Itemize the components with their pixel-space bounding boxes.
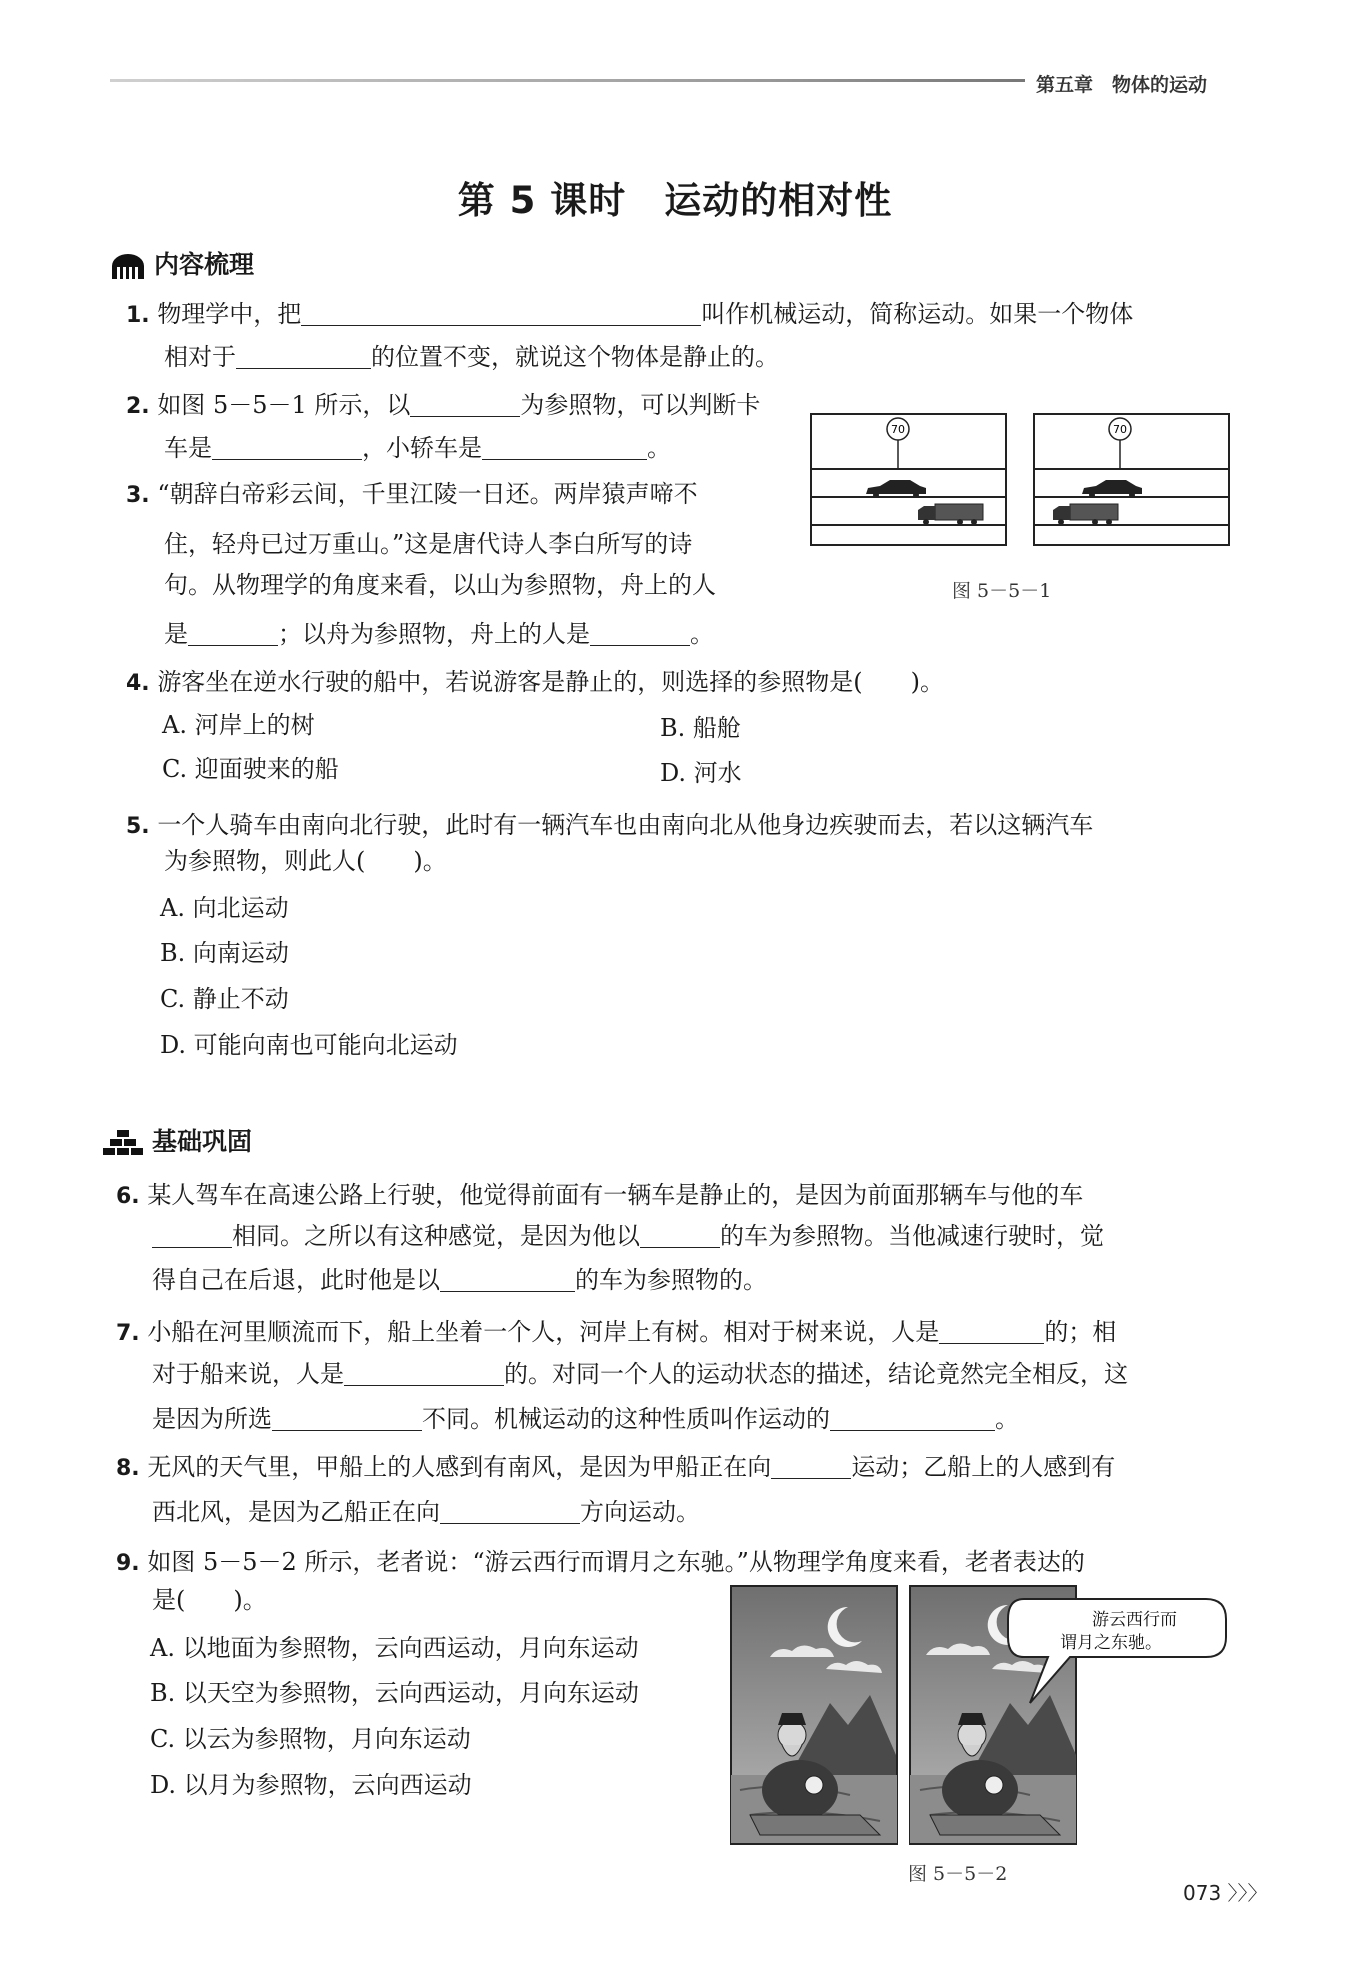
speed-sign-label: 70 [891,423,905,436]
chapter-header: 第五章 物体的运动 [1036,74,1208,96]
q7-text1: 小船在河里顺流而下，船上坐着一个人，河岸上有树。相对于树来说，人是 [147,1318,940,1346]
q1-text-cont: 叫作机械运动，简称运动。如果一个物体 [701,300,1134,328]
q3-blank-b[interactable] [590,623,690,646]
q3-line3: 句。从物理学的角度来看，以山为参照物，舟上的人 [164,571,716,599]
q3-text1: “朝辞白帝彩云间，千里江陵一日还。两岸猿声啼不 [157,480,698,508]
q7-line1 [116,1317,1116,1349]
q6-blank-c[interactable] [440,1269,575,1292]
header-rule [110,79,1025,82]
q6-line1 [116,1180,1083,1212]
figure-5-5-2-caption: 图 5－5－2 [908,1863,1008,1885]
bricks-icon [102,1130,144,1156]
q7-blank-c[interactable] [272,1408,422,1431]
q7-text1-cont: 的；相 [1044,1318,1117,1346]
q4-option-a[interactable]: A. 河岸上的树 [162,711,315,739]
q5-option-b[interactable]: B. 向南运动 [160,939,289,967]
q6-text2-cont: 的车为参照物。当他减速行驶时，觉 [720,1222,1104,1250]
q4-option-c[interactable]: C. 迎面驶来的船 [162,755,339,783]
q6-text3: 得自己在后退，此时他是以 [152,1266,440,1294]
q9-option-b[interactable]: B. 以天空为参照物，云向西运动，月向东运动 [150,1679,639,1707]
q8-text1: 无风的天气里，甲船上的人感到有南风，是因为甲船正在向 [147,1453,772,1481]
q9-line1 [116,1547,1085,1579]
q8-text2: 西北风，是因为乙船正在向 [152,1498,440,1526]
q5-line2: 为参照物，则此人( )。 [164,847,447,875]
page-number: 073 〉〉〉 [1183,1881,1268,1905]
page-title: 第 5 课时 运动的相对性 [457,179,893,222]
speech-bubble-line1: 游云西行而 [1092,1610,1177,1630]
q3-text4-end: 。 [690,620,714,648]
q1-text2-cont: 的位置不变，就说这个物体是静止的。 [371,343,779,371]
q8-number: 8. [116,1456,140,1481]
q6-blank-b[interactable] [640,1225,720,1248]
q7-line3 [152,1404,1019,1434]
section-review-label: 内容梳理 [154,250,255,279]
q5-option-a[interactable]: A. 向北运动 [160,894,289,922]
section-basic [102,1122,252,1158]
q5-line1 [126,810,1093,842]
q7-text3-cont: 不同。机械运动的这种性质叫作运动的 [422,1405,830,1433]
q9-option-a[interactable]: A. 以地面为参照物，云向西运动，月向东运动 [150,1634,639,1662]
cartoon-panel-left [731,1586,897,1844]
section-basic-label: 基础巩固 [152,1127,253,1156]
figure-5-5-1 [810,412,1230,547]
q4-stem [126,667,944,699]
q8-blank-a[interactable] [771,1456,851,1479]
q3-line2: 住，轻舟已过万重山。”这是唐代诗人李白所写的诗 [164,530,693,558]
q6-blank-a[interactable] [152,1225,232,1248]
q2-blank-a[interactable] [410,394,520,417]
speech-bubble-line2: 谓月之东驰。 [1060,1633,1162,1653]
q8-text2-cont: 方向运动。 [580,1498,700,1526]
q3-line4 [164,619,714,649]
q2-blank-c[interactable] [482,437,647,460]
raft-icon [750,1815,880,1835]
q2-text: 如图 5－5－1 所示，以 [157,391,411,419]
q2-text2-end: 。 [647,434,671,462]
speech-bubble [1008,1599,1226,1703]
q8-blank-b[interactable] [440,1501,580,1524]
q9-text1: 如图 5－5－2 所示，老者说：“游云西行而谓月之东驰。”从物理学角度来看，老者表达的 [147,1548,1085,1576]
raft-icon [930,1815,1060,1835]
q1-text: 物理学中，把 [157,300,302,328]
q3-line1 [126,479,698,511]
speed-sign-label: 70 [1113,423,1127,436]
q3-number: 3. [126,483,150,508]
traffic-panel-left [811,414,1006,545]
q1-line2 [164,342,779,372]
q5-option-c[interactable]: C. 静止不动 [160,985,289,1013]
q7-blank-d[interactable] [830,1408,995,1431]
q5-option-d[interactable]: D. 可能向南也可能向北运动 [160,1031,458,1059]
figure-5-5-2 [730,1585,1230,1847]
q8-line2 [152,1497,700,1527]
review-icon [110,253,146,279]
q1-text2: 相对于 [164,343,236,371]
q3-text4-cont: ；以舟为参照物，舟上的人是 [278,620,590,648]
q6-line2 [152,1221,1104,1251]
q6-text1: 某人驾车在高速公路上行驶，他觉得前面有一辆车是静止的，是因为前面那辆车与他的车 [147,1181,1084,1209]
q9-line2: 是( )。 [152,1586,267,1614]
q7-blank-b[interactable] [344,1363,504,1386]
q4-option-d[interactable]: D. 河水 [660,759,742,787]
section-review [110,245,254,281]
q2-line2 [164,433,671,463]
q1-blank-a[interactable] [301,303,701,326]
q6-text3-cont: 的车为参照物的。 [575,1266,767,1294]
figure-5-5-1-caption: 图 5－5－1 [952,580,1052,602]
q2-text2-cont: ，小轿车是 [362,434,482,462]
q7-number: 7. [116,1321,140,1346]
q6-text2: 相同。之所以有这种感觉，是因为他以 [232,1222,640,1250]
q3-blank-a[interactable] [188,623,278,646]
q7-blank-a[interactable] [939,1321,1044,1344]
q5-text1: 一个人骑车由南向北行驶，此时有一辆汽车也由南向北从他身边疾驶而去，若以这辆汽车 [157,811,1094,839]
q9-number: 9. [116,1551,140,1576]
q8-text1-cont: 运动；乙船上的人感到有 [851,1453,1116,1481]
q3-text4: 是 [164,620,188,648]
q2-text2: 车是 [164,434,212,462]
q6-number: 6. [116,1184,140,1209]
q7-text2: 对于船来说，人是 [152,1360,344,1388]
q1-line1 [126,299,1133,331]
q8-line1 [116,1452,1115,1484]
q1-blank-b[interactable] [236,346,371,369]
q2-number: 2. [126,394,150,419]
q2-text-cont: 为参照物，可以判断卡 [520,391,761,419]
q4-number: 4. [126,671,150,696]
q4-text: 游客坐在逆水行驶的船中，若说游客是静止的，则选择的参照物是( )。 [157,668,945,696]
q1-number: 1. [126,303,150,328]
q9-option-d[interactable]: D. 以月为参照物，云向西运动 [150,1771,472,1799]
q4-option-b[interactable]: B. 船舱 [660,714,741,742]
q7-text3: 是因为所选 [152,1405,272,1433]
q2-blank-b[interactable] [212,437,362,460]
q7-text3-end: 。 [995,1405,1019,1433]
q6-line3 [152,1265,767,1295]
q7-text2-cont: 的。对同一个人的运动状态的描述，结论竟然完全相反，这 [504,1360,1128,1388]
q5-number: 5. [126,814,150,839]
q2-line1 [126,390,760,422]
q7-line2 [152,1359,1128,1389]
traffic-panel-right [1034,414,1229,545]
q9-option-c[interactable]: C. 以云为参照物，月向东运动 [150,1725,471,1753]
